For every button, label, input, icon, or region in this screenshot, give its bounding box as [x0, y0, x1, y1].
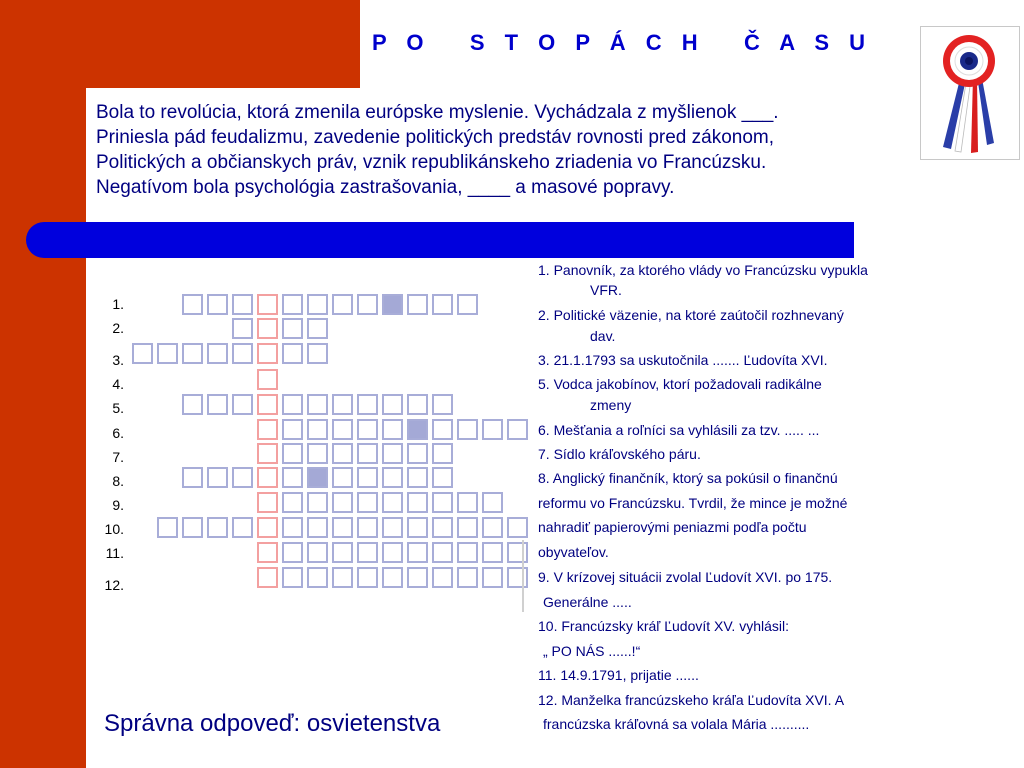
row-number: 2.: [112, 320, 124, 336]
crossword-cell[interactable]: [282, 443, 303, 464]
row-number: 1.: [112, 296, 124, 312]
clue-text: nahradiť papierovými peniazmi podľa počtu: [538, 519, 807, 535]
clue-text: „ PO NÁS ......!“: [543, 643, 641, 659]
clue-text: 11. 14.9.1791, prijatie ......: [538, 667, 699, 683]
crossword-cell[interactable]: [357, 567, 378, 588]
crossword-cell[interactable]: [382, 542, 403, 563]
clue-text: 3. 21.1.1793 sa uskutočnila ....... Ľudovíta XVI.: [538, 352, 828, 368]
crossword-cell[interactable]: [182, 343, 203, 364]
crossword-cell[interactable]: [307, 394, 328, 415]
crossword-cell[interactable]: [157, 343, 178, 364]
crossword-cell[interactable]: [357, 443, 378, 464]
solution-cell[interactable]: [257, 517, 278, 538]
crossword-cell[interactable]: [432, 542, 453, 563]
crossword-cell[interactable]: [432, 517, 453, 538]
crossword-cell[interactable]: [407, 542, 428, 563]
crossword-cell[interactable]: [457, 567, 478, 588]
clue-text: VFR.: [590, 282, 622, 298]
crossword-cell[interactable]: [207, 343, 228, 364]
solution-cell[interactable]: [257, 443, 278, 464]
solution-cell[interactable]: [257, 343, 278, 364]
crossword-cell[interactable]: [232, 294, 253, 315]
crossword-cell[interactable]: [207, 467, 228, 488]
left-red-band: [0, 0, 86, 768]
clue-text: 12. Manželka francúzskeho kráľa Ľudovíta XVI. A: [538, 692, 845, 708]
clue-text: francúzska kráľovná sa volala Mária ..........: [543, 716, 810, 732]
clue-text: 7. Sídlo kráľovského páru.: [538, 446, 701, 462]
crossword-cell[interactable]: [432, 419, 453, 440]
row-number: 9.: [112, 497, 124, 513]
intro-line: Politických a občianskych práv, vznik republikánskeho zriadenia vo Francúzsku.: [96, 152, 767, 173]
clue-text: zmeny: [590, 397, 632, 413]
crossword-cell[interactable]: [282, 318, 303, 339]
clue-text: reformu vo Francúzsku. Tvrdil, že mince je možné: [538, 495, 848, 511]
row-number: 5.: [112, 400, 124, 416]
crossword-cell[interactable]: [307, 443, 328, 464]
clue-text: 1. Panovník, za ktorého vlády vo Francúzsku vypukla: [538, 262, 868, 278]
crossword-cell[interactable]: [482, 419, 503, 440]
crossword-cell[interactable]: [382, 443, 403, 464]
cockade-icon: [921, 27, 1019, 159]
crossword-cell[interactable]: [457, 492, 478, 513]
crossword-cell[interactable]: [307, 343, 328, 364]
crossword-cell[interactable]: [307, 517, 328, 538]
solution-cell[interactable]: [257, 394, 278, 415]
crossword-cell[interactable]: [282, 542, 303, 563]
row-number: 8.: [112, 473, 124, 489]
crossword-cell[interactable]: [357, 467, 378, 488]
row-number: 6.: [112, 425, 124, 441]
crossword-cell[interactable]: [432, 443, 453, 464]
crossword-cell[interactable]: [507, 567, 528, 588]
clue-text: dav.: [590, 328, 616, 344]
solution-cell[interactable]: [257, 369, 278, 390]
row-number: 12.: [104, 577, 124, 593]
crossword-cell[interactable]: [157, 517, 178, 538]
crossword-cell[interactable]: [307, 419, 328, 440]
crossword-cell[interactable]: [407, 517, 428, 538]
crossword-cell[interactable]: [332, 542, 353, 563]
crossword-cell[interactable]: [457, 294, 478, 315]
grid-right-edge: [522, 540, 524, 612]
row-number: 3.: [112, 352, 124, 368]
intro-line: Negatívom bola psychológia zastrašovania, ____ a masové popravy.: [96, 177, 675, 198]
crossword-cell[interactable]: [482, 517, 503, 538]
row-number: 10.: [104, 521, 124, 537]
solution-cell[interactable]: [257, 567, 278, 588]
crossword-cell[interactable]: [482, 492, 503, 513]
crossword-cell[interactable]: [407, 394, 428, 415]
crossword-cell[interactable]: [182, 517, 203, 538]
crossword-cell[interactable]: [457, 517, 478, 538]
clue-text: 2. Politické väzenie, na ktoré zaútočil rozhnevaný: [538, 307, 844, 323]
solution-cell[interactable]: [257, 467, 278, 488]
crossword-cell[interactable]: [207, 294, 228, 315]
solution-cell[interactable]: [257, 542, 278, 563]
correct-answer: Správna odpoveď: osvietenstva: [104, 710, 441, 737]
clue-text: 10. Francúzsky kráľ Ľudovít XV. vyhlásil:: [538, 618, 790, 634]
crossword-cell[interactable]: [307, 467, 328, 488]
crossword-cell[interactable]: [332, 394, 353, 415]
crossword-cell[interactable]: [332, 567, 353, 588]
crossword-cell[interactable]: [282, 517, 303, 538]
crossword-cell[interactable]: [307, 294, 328, 315]
intro-line: Priniesla pád feudalizmu, zavedenie politických predstáv rovnosti pred zákonom,: [96, 127, 775, 148]
crossword-cell[interactable]: [207, 517, 228, 538]
crossword-cell[interactable]: [507, 517, 528, 538]
clue-text: 8. Anglický finančník, ktorý sa pokúsil o finančnú: [538, 470, 838, 486]
crossword-cell[interactable]: [382, 492, 403, 513]
crossword-cell[interactable]: [432, 492, 453, 513]
crossword-cell[interactable]: [357, 294, 378, 315]
crossword-cell[interactable]: [357, 542, 378, 563]
crossword-cell[interactable]: [332, 467, 353, 488]
crossword-cell[interactable]: [282, 567, 303, 588]
crossword-cell[interactable]: [407, 467, 428, 488]
crossword-cell[interactable]: [332, 419, 353, 440]
crossword-cell[interactable]: [282, 394, 303, 415]
crossword-cell[interactable]: [307, 567, 328, 588]
crossword-cell[interactable]: [232, 394, 253, 415]
crossword-cell[interactable]: [232, 517, 253, 538]
crossword-cell[interactable]: [232, 318, 253, 339]
crossword-cell[interactable]: [432, 467, 453, 488]
crossword-cell[interactable]: [182, 394, 203, 415]
clue-text: Generálne .....: [543, 594, 632, 610]
crossword-cell[interactable]: [307, 492, 328, 513]
row-number: 4.: [112, 376, 124, 392]
crossword-cell[interactable]: [207, 394, 228, 415]
crossword-cell[interactable]: [307, 542, 328, 563]
row-number: 11.: [105, 545, 124, 561]
crossword-cell[interactable]: [457, 419, 478, 440]
intro-line: Bola to revolúcia, ktorá zmenila európske myslenie. Vychádzala z myšlienok ___.: [96, 102, 779, 123]
crossword-cell[interactable]: [282, 343, 303, 364]
crossword-cell[interactable]: [432, 567, 453, 588]
crossword-cell[interactable]: [382, 394, 403, 415]
crossword-cell[interactable]: [282, 492, 303, 513]
solution-cell[interactable]: [257, 419, 278, 440]
solution-cell[interactable]: [257, 492, 278, 513]
crossword-cell[interactable]: [332, 443, 353, 464]
clue-text: obyvateľov.: [538, 544, 609, 560]
crossword-cell[interactable]: [332, 517, 353, 538]
crossword-cell[interactable]: [482, 567, 503, 588]
crossword-cell[interactable]: [507, 419, 528, 440]
crossword-cell[interactable]: [282, 294, 303, 315]
crossword-cell[interactable]: [382, 294, 403, 315]
crossword-cell[interactable]: [232, 343, 253, 364]
crossword-cell[interactable]: [407, 419, 428, 440]
crossword-cell[interactable]: [332, 492, 353, 513]
crossword-cell[interactable]: [357, 492, 378, 513]
crossword-cell[interactable]: [232, 467, 253, 488]
clue-text: 5. Vodca jakobínov, ktorí požadovali radikálne: [538, 376, 822, 392]
crossword-cell[interactable]: [407, 443, 428, 464]
crossword-cell[interactable]: [182, 294, 203, 315]
crossword-cell[interactable]: [282, 467, 303, 488]
page-title: P O S T O P Á C H Č A S U: [372, 30, 873, 55]
clue-text: 6. Mešťania a roľníci sa vyhlásili za tzv. ..... ...: [538, 422, 820, 438]
crossword-cell[interactable]: [382, 467, 403, 488]
crossword-cell[interactable]: [357, 394, 378, 415]
crossword-cell[interactable]: [282, 419, 303, 440]
crossword-cell[interactable]: [407, 492, 428, 513]
clue-text: 9. V krízovej situácii zvolal Ľudovít XVI. po 175.: [538, 569, 833, 585]
crossword-cell[interactable]: [382, 517, 403, 538]
crossword-cell[interactable]: [457, 542, 478, 563]
crossword-cell[interactable]: [382, 567, 403, 588]
crossword-cell[interactable]: [507, 542, 528, 563]
top-red-band: [86, 0, 360, 88]
crossword-cell[interactable]: [357, 517, 378, 538]
divider-bar: [26, 222, 854, 258]
crossword-cell[interactable]: [407, 294, 428, 315]
crossword-cell[interactable]: [432, 294, 453, 315]
solution-cell[interactable]: [257, 294, 278, 315]
crossword-cell[interactable]: [357, 419, 378, 440]
crossword-cell[interactable]: [382, 419, 403, 440]
crossword-cell[interactable]: [407, 567, 428, 588]
cockade-image: [920, 26, 1020, 160]
crossword-cell[interactable]: [482, 542, 503, 563]
row-number: 7.: [112, 449, 124, 465]
intro-text: [96, 100, 936, 200]
crossword-cell[interactable]: [132, 343, 153, 364]
crossword-cell[interactable]: [307, 318, 328, 339]
crossword-cell[interactable]: [182, 467, 203, 488]
crossword-cell[interactable]: [332, 294, 353, 315]
solution-cell[interactable]: [257, 318, 278, 339]
crossword-cell[interactable]: [432, 394, 453, 415]
